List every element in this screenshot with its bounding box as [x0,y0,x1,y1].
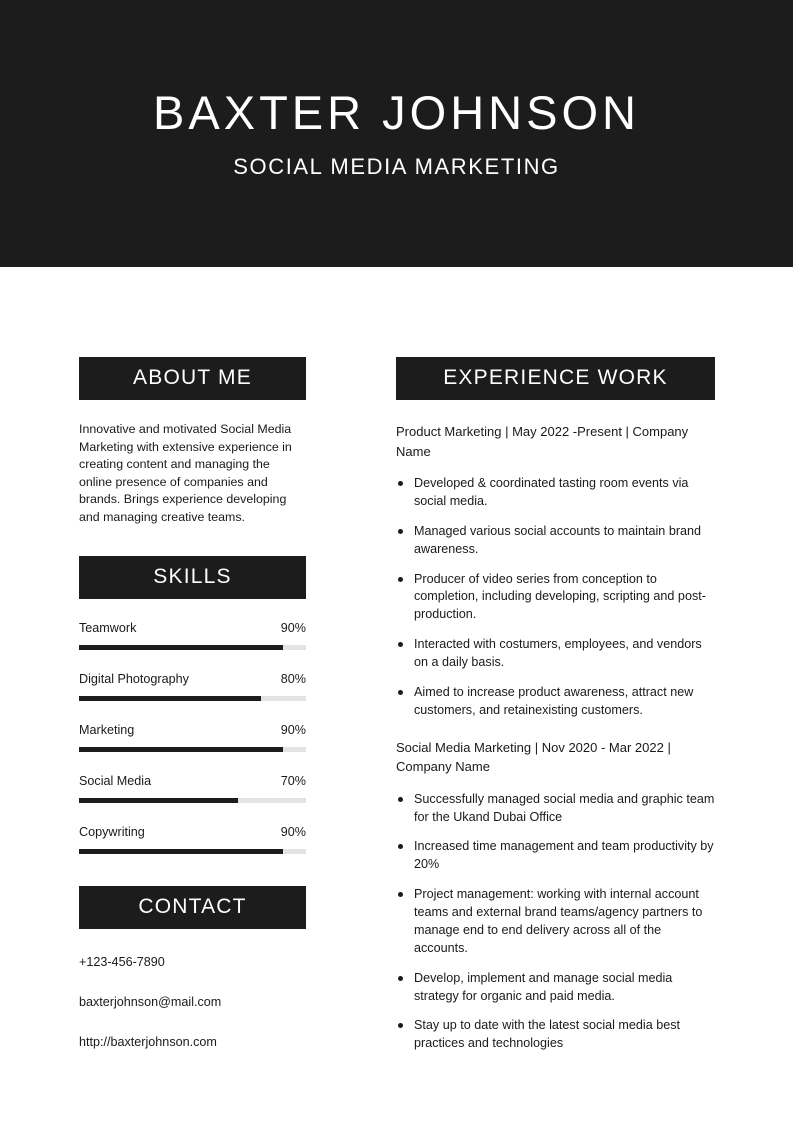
job-bullets [396,475,715,720]
skill-name: Marketing [79,722,135,737]
job-heading: Social Media Marketing | Nov 2020 - Mar 2022 | Company Name [396,739,671,775]
job-bullet: Producer of video series from conception to completion, including developing, scripting and post-production. [396,571,715,625]
job-bullet: Developed & coordinated tasting room events via social media. [396,475,715,511]
job-bullet: Project management: working with internal account teams and external brand teams/agency partners to manage end to end delivery across all of the accounts. [396,886,715,958]
skill-track [79,696,306,701]
candidate-name: BAXTER JOHNSON [153,85,640,139]
skill-fill [79,696,261,701]
skill-item [79,672,306,701]
skill-fill [79,747,283,752]
skill-item [79,621,306,650]
skill-name: Digital Photography [79,671,189,686]
contact-section-title: CONTACT [79,886,306,929]
skill-item [79,774,306,803]
right-column [396,357,715,1065]
skill-name: Copywriting [79,824,145,839]
skill-fill [79,798,238,803]
candidate-role: SOCIAL MEDIA MARKETING [233,154,560,180]
skill-track [79,747,306,752]
job-bullet: Increased time management and team productivity by 20% [396,838,715,874]
left-column [79,357,306,1049]
job-heading: Product Marketing | May 2022 -Present | Company Name [396,424,689,459]
skill-percent: 70% [280,773,306,788]
job-bullet: Aimed to increase product awareness, attract new customers, and retainexisting customers. [396,684,715,720]
skill-percent: 80% [280,671,306,686]
experience-entry [396,738,715,1054]
skill-track [79,645,306,650]
experience-entry [396,422,715,720]
contact-email[interactable]: baxterjohnson@mail.com [79,994,222,1009]
skill-track [79,849,306,854]
experience-section-title: EXPERIENCE WORK [396,357,715,400]
skill-percent: 90% [280,620,306,635]
contact-section [79,886,306,1049]
skill-percent: 90% [280,722,306,737]
skill-item [79,825,306,854]
skill-fill [79,849,283,854]
skill-name: Social Media [79,773,152,788]
skill-name: Teamwork [79,620,137,635]
job-bullet: Develop, implement and manage social media strategy for organic and paid media. [396,970,715,1006]
about-section-title: ABOUT ME [79,357,306,400]
skill-track [79,798,306,803]
contact-website[interactable]: http://baxterjohnson.com [79,1034,217,1049]
about-text: Innovative and motivated Social Media Marketing with extensive experience in creating content and managing the online presence of companies and brands. Brings experience developing and managing creative teams. [79,422,292,525]
skill-percent: 90% [280,824,306,839]
job-bullet: Stay up to date with the latest social media best practices and technologies [396,1017,715,1053]
resume-header [0,0,793,267]
skills-section-title: SKILLS [79,556,306,599]
job-bullet: Successfully managed social media and graphic team for the Ukand Dubai Office [396,791,715,827]
job-bullet: Managed various social accounts to maintain brand awareness. [396,523,715,559]
job-bullet: Interacted with costumers, employees, and vendors on a daily basis. [396,636,715,672]
skill-fill [79,645,283,650]
skill-item [79,723,306,752]
job-bullets [396,791,715,1054]
skills-section [79,556,306,854]
contact-phone[interactable]: +123-456-7890 [79,954,165,969]
